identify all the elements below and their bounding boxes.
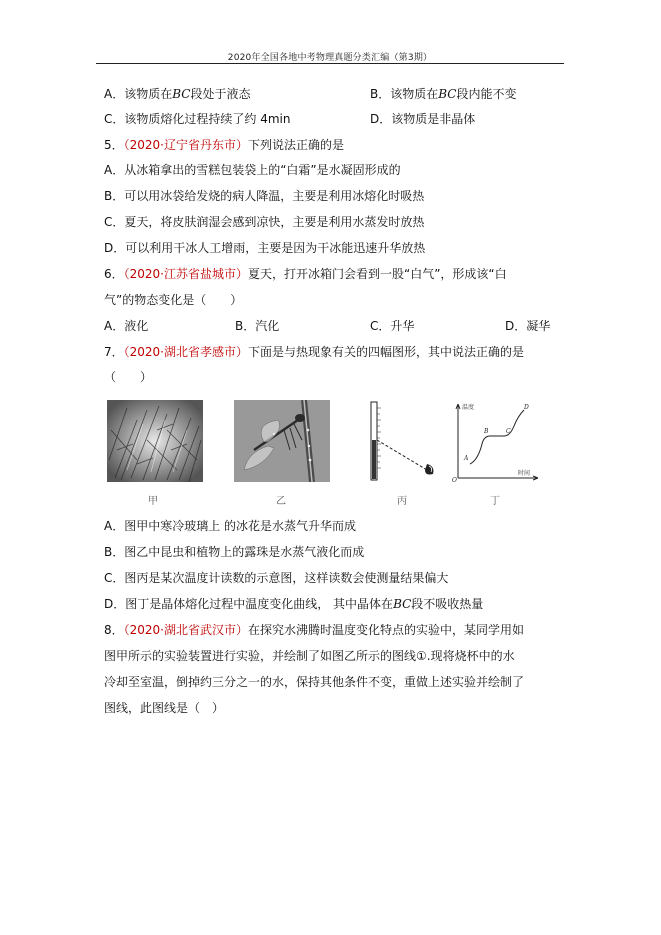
q7-option-a: A．图甲中寒冷玻璃上 的冰花是水蒸气升华而成 [104, 519, 357, 533]
q8-stem-line4: 图线，此图线是（ ） [104, 701, 225, 715]
q7-option-c: C．图丙是某次温度计读数的示意图，这样读数会使测量结果偏大 [104, 571, 449, 585]
q7-option-d-tail: 段不吸收热量 [411, 597, 484, 611]
caption-ding: 丁 [490, 496, 500, 507]
q5-number: 5． [104, 138, 124, 152]
q7-stem-text: 下面是与热现象有关的四幅图形，其中说法正确的是 [248, 345, 525, 359]
q6-option-c: C．升华 [370, 319, 415, 333]
header-divider [96, 63, 564, 64]
caption-yi: 乙 [276, 496, 286, 507]
q8-number: 8． [104, 623, 124, 637]
q4-option-c: C．该物质熔化过程持续了约 4min [104, 112, 291, 126]
q6-stem-line2: 气”的物态变化是（ ） [104, 293, 243, 307]
thermometer-reading-diagram [355, 400, 445, 482]
q7-number: 7． [104, 345, 124, 359]
q6-stem-text: 夏天，打开冰箱门会看到一股“白气”，形成该“白 [248, 267, 507, 281]
q4-option-b-text: B．该物质在 [370, 87, 439, 101]
q5-stem [104, 137, 344, 153]
q5-option-b: B．可以用冰袋给发烧的病人降温，主要是利用冰熔化时吸热 [104, 189, 425, 203]
q4-option-b-var: BC [438, 87, 457, 101]
q7-option-b: B．图乙中昆虫和植物上的露珠是水蒸气液化而成 [104, 545, 365, 559]
melting-curve-graph [448, 400, 542, 482]
q7-stem-line1 [104, 344, 524, 360]
graph-y-axis-label: 温度 [462, 404, 475, 411]
page-header: 2020年全国各地中考物理真题分类汇编（第3期） [227, 53, 433, 63]
q6-stem-line1 [104, 266, 507, 282]
q7-option-d [104, 596, 483, 612]
q4-option-b [370, 86, 516, 102]
q4-option-a [104, 86, 250, 102]
q8-source: （2020·湖北省武汉市） [123, 623, 248, 637]
q6-source: （2020·江苏省盐城市） [123, 267, 248, 281]
q4-option-d: D．该物质是非晶体 [370, 112, 476, 126]
q6-option-a: A．液化 [104, 319, 149, 333]
graph-point-a: A [464, 455, 469, 462]
graph-point-c: C [506, 428, 511, 435]
q7-option-d-text: D．图丁是晶体熔化过程中温度变化曲线， 其中晶体在 [104, 597, 394, 611]
q5-option-a: A．从冰箱拿出的雪糕包装袋上的“白霜”是水凝固形成的 [104, 163, 401, 177]
q8-stem-line1 [104, 622, 524, 638]
q8-stem-line2: 图甲所示的实验装置进行实验，并绘制了如图乙所示的图线①.现将烧杯中的水 [104, 649, 515, 663]
q8-stem-line3: 冷却至室温，倒掉约三分之一的水，保持其他条件不变，重做上述实验并绘制了 [104, 675, 525, 689]
q4-option-a-var: BC [172, 87, 191, 101]
q4-option-b-tail: 段内能不变 [456, 87, 517, 101]
q7-stem-line2: （ ） [104, 370, 153, 384]
q5-stem-text: 下列说法正确的是 [248, 138, 345, 152]
graph-origin: O [452, 477, 457, 482]
q6-option-b: B．汽化 [235, 319, 280, 333]
q4-option-a-tail: 段处于液态 [190, 87, 251, 101]
frost-photo [107, 400, 203, 482]
q5-source: （2020·辽宁省丹东市） [123, 138, 248, 152]
caption-jia: 甲 [148, 496, 158, 507]
graph-point-b: B [484, 428, 489, 435]
q6-option-d: D．凝华 [505, 319, 551, 333]
temperature-curve [470, 410, 524, 464]
q4-option-a-text: A．该物质在 [104, 87, 173, 101]
q7-option-d-var: BC [393, 597, 412, 611]
graph-x-axis-label: 时间 [518, 470, 531, 477]
q7-source: （2020·湖北省孝感市） [123, 345, 248, 359]
q5-option-d: D．可以利用干冰人工增雨，主要是因为干冰能迅速升华放热 [104, 241, 426, 255]
graph-point-d: D [524, 404, 529, 411]
q6-number: 6． [104, 267, 124, 281]
dragonfly-photo [234, 400, 330, 482]
q8-stem-text: 在探究水沸腾时温度变化特点的实验中，某同学用如 [248, 623, 525, 637]
caption-bing: 丙 [397, 496, 407, 507]
q5-option-c: C．夏天，将皮肤润湿会感到凉快，主要是利用水蒸发时放热 [104, 215, 425, 229]
